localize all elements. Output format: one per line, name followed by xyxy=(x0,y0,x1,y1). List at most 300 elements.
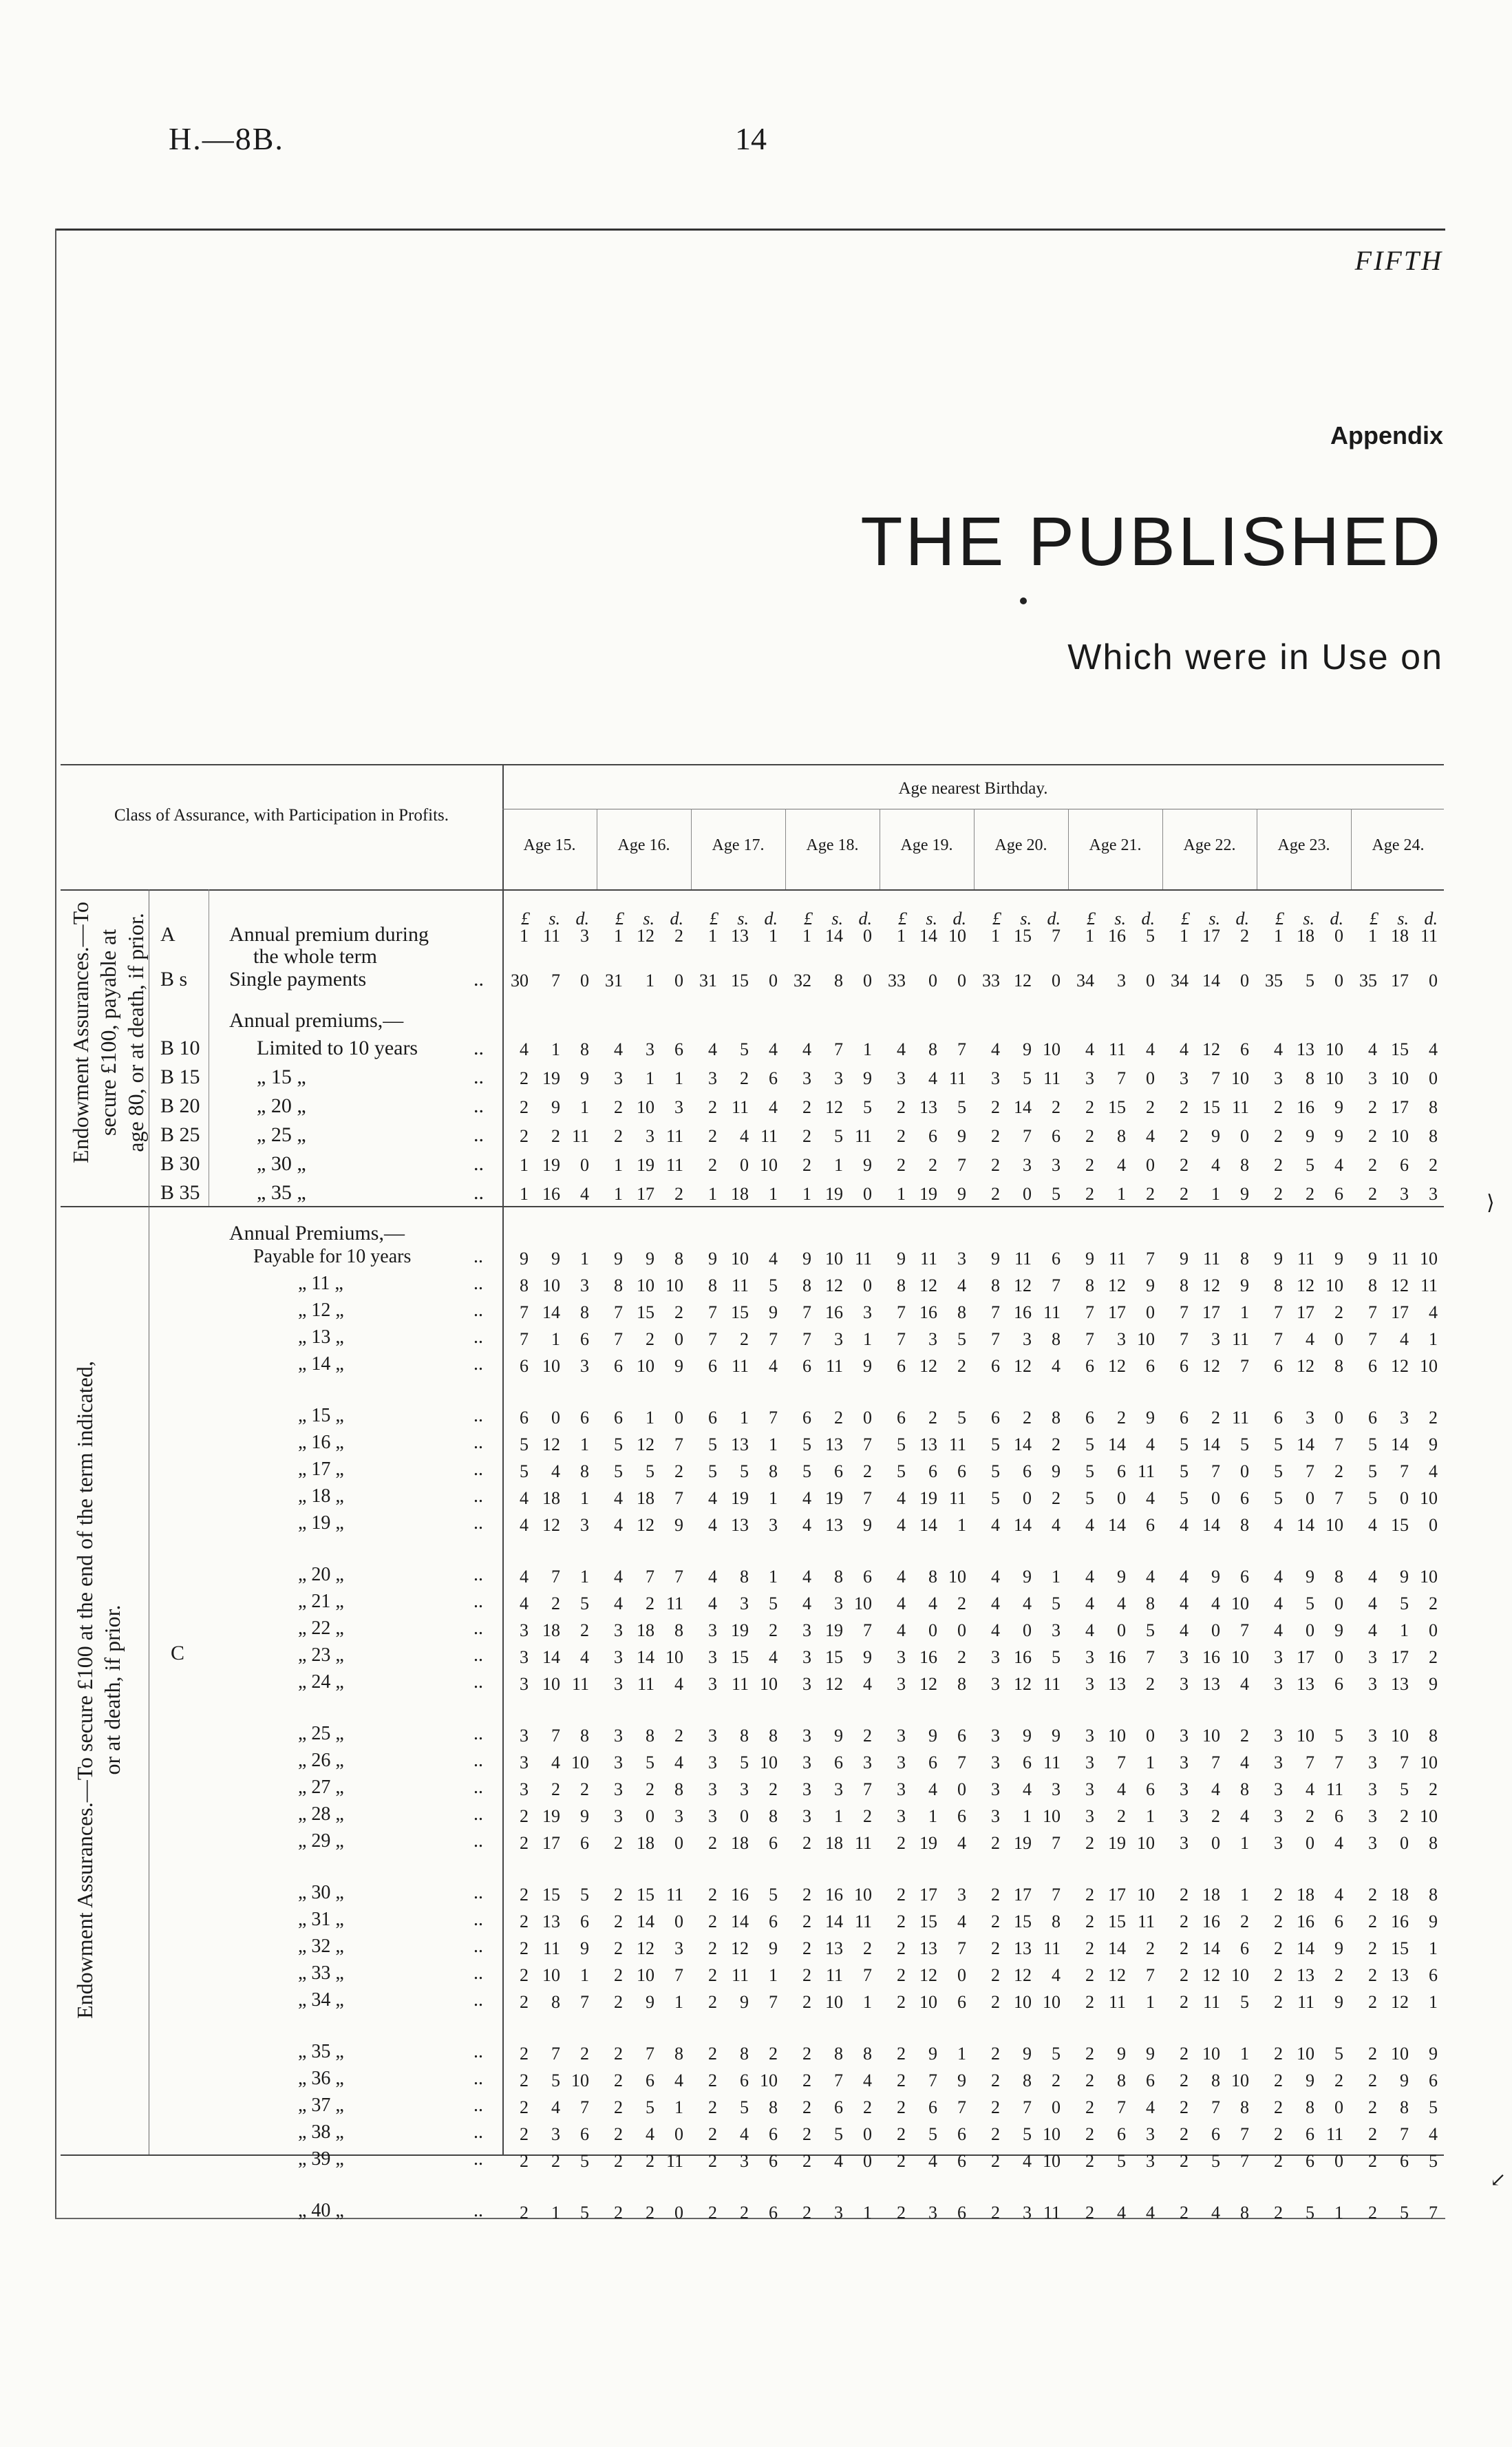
rate-shillings: 9 xyxy=(1400,1567,1409,1587)
rate-pence: 10 xyxy=(1420,1806,1438,1826)
rate-shillings: 6 xyxy=(1306,2124,1314,2144)
rate-pence: 7 xyxy=(863,1488,872,1508)
rate-cell xyxy=(507,1356,593,1377)
document-reference: H.—8B. xyxy=(169,121,284,156)
rate-shillings: 1 xyxy=(834,1155,843,1175)
rate-pence: 8 xyxy=(957,1302,966,1322)
rate-shillings: 10 xyxy=(731,1249,749,1269)
rate-pounds: 33 xyxy=(888,971,906,991)
rate-pence: 0 xyxy=(1429,971,1438,991)
rate-pence: 3 xyxy=(957,1249,966,1269)
rate-shillings: 9 xyxy=(1211,1567,1220,1587)
rate-pounds: 2 xyxy=(520,1992,529,2012)
rate-pounds: 4 xyxy=(520,1567,529,1587)
rate-cell xyxy=(1167,1155,1253,1176)
rate-pence: 8 xyxy=(1429,1126,1438,1146)
rate-cell xyxy=(507,1567,593,1587)
rate-cell xyxy=(789,1126,876,1147)
rate-pence: 0 xyxy=(957,971,966,991)
rate-cell xyxy=(1355,1097,1442,1118)
rate-cell xyxy=(1167,1329,1253,1350)
rate-pounds: 2 xyxy=(1180,2070,1189,2090)
rate-cell xyxy=(1261,1488,1348,1509)
rate-cell xyxy=(507,2070,593,2091)
rate-pence: 5 xyxy=(1052,1593,1061,1613)
rate-shillings: 6 xyxy=(834,2097,843,2117)
rate-pounds: 2 xyxy=(520,1068,529,1088)
rate-pounds: 2 xyxy=(1274,1911,1283,1931)
rate-pounds: 2 xyxy=(520,2124,529,2144)
rate-shillings: 12 xyxy=(1014,1356,1032,1376)
rate-pence: 5 xyxy=(1240,1992,1249,2012)
leader-dots: .. xyxy=(473,1830,483,1852)
rate-shillings: 12 xyxy=(1014,1674,1032,1694)
section1-side-label-line2: secure £100, payable at xyxy=(96,929,120,1136)
rate-pence: 0 xyxy=(1429,1068,1438,1088)
rate-pence: 2 xyxy=(1146,1938,1155,1958)
rate-shillings: 9 xyxy=(1306,1567,1314,1587)
rate-shillings: 3 xyxy=(928,1329,937,1349)
leader-dots: .. xyxy=(473,1777,483,1798)
rate-shillings: 14 xyxy=(1014,1097,1032,1117)
rate-pence: 2 xyxy=(1052,2070,1061,2090)
rate-shillings: 9 xyxy=(646,1992,654,2012)
rate-pence: 11 xyxy=(1325,2124,1343,2144)
rate-pence: 2 xyxy=(1334,1461,1343,1481)
rate-pounds: 2 xyxy=(614,2151,623,2171)
rate-cell xyxy=(884,1126,970,1147)
rate-pounds: 2 xyxy=(1180,1992,1189,2012)
rate-pounds: 7 xyxy=(614,1329,623,1349)
rate-pounds: 4 xyxy=(614,1515,623,1535)
row-label-continuation: the whole term xyxy=(253,945,377,968)
rate-pounds: 3 xyxy=(1085,1674,1094,1694)
rate-shillings: 12 xyxy=(637,1515,654,1535)
rate-shillings: 2 xyxy=(551,1126,560,1146)
age-column-header: Age 23. xyxy=(1277,836,1330,854)
rate-cell xyxy=(789,2070,876,2091)
rate-pence: 1 xyxy=(769,926,778,946)
rate-cell xyxy=(601,1593,688,1614)
rate-cell xyxy=(507,1726,593,1746)
rate-pounds: 2 xyxy=(991,1911,1000,1931)
rate-cell xyxy=(1167,2070,1253,2091)
margin-mark: ⟩ xyxy=(1487,1191,1495,1214)
rate-pence: 1 xyxy=(769,1184,778,1204)
rate-pounds: 2 xyxy=(802,1126,811,1146)
rate-pounds: 5 xyxy=(897,1461,906,1481)
rate-cell xyxy=(695,1806,782,1827)
rate-cell xyxy=(507,2151,593,2172)
rate-pounds: 8 xyxy=(802,1275,811,1295)
leader-dots: .. xyxy=(473,2148,483,2170)
rate-pence: 4 xyxy=(1429,1302,1438,1322)
rate-pence: 11 xyxy=(1043,1302,1061,1322)
rate-cell xyxy=(1072,1068,1159,1089)
rate-pence: 4 xyxy=(1146,1039,1155,1059)
rate-pence: 5 xyxy=(769,1593,778,1613)
rate-cell xyxy=(1261,1965,1348,1986)
rate-pounds: 6 xyxy=(802,1356,811,1376)
rate-pence: 9 xyxy=(769,1302,778,1322)
rate-shillings: 10 xyxy=(637,1965,654,1985)
rate-pence: 0 xyxy=(863,926,872,946)
rate-pounds: 2 xyxy=(802,2097,811,2117)
rate-pounds: 3 xyxy=(1085,1068,1094,1088)
rate-pounds: 2 xyxy=(1368,2070,1377,2090)
rate-shillings: 4 xyxy=(1023,2151,1032,2171)
class-column-rule xyxy=(502,764,504,2154)
rate-cell xyxy=(695,1885,782,1905)
rate-pounds: 6 xyxy=(1180,1408,1189,1428)
rate-pounds: 2 xyxy=(1368,2151,1377,2171)
rate-shillings: 5 xyxy=(1023,2124,1032,2144)
rate-pence: 7 xyxy=(1146,1965,1155,1985)
rate-cell xyxy=(1261,1068,1348,1089)
rate-shillings: 13 xyxy=(731,1515,749,1535)
rate-shillings: 0 xyxy=(1023,1620,1032,1640)
rate-shillings: 12 xyxy=(1202,1275,1220,1295)
section2-side-label-line1: Endowment Assurances.—To secure £100 at the end of the term indicated, xyxy=(72,1361,97,2019)
rate-pounds: 9 xyxy=(802,1249,811,1269)
rate-cell xyxy=(789,926,876,946)
rate-pence: 6 xyxy=(769,2151,778,2171)
rate-shillings: 2 xyxy=(740,1068,749,1088)
rate-cell xyxy=(884,2070,970,2091)
rate-cell xyxy=(601,1911,688,1932)
rate-shillings: 6 xyxy=(928,1752,937,1772)
rate-shillings: 14 xyxy=(637,1911,654,1931)
row-code: B s xyxy=(160,968,188,991)
rate-pence: 6 xyxy=(580,1329,589,1349)
rate-cell xyxy=(601,1039,688,1060)
rate-pence: 2 xyxy=(957,1593,966,1613)
rate-shillings: 4 xyxy=(928,1068,937,1088)
rate-pence: 0 xyxy=(957,1965,966,1985)
rate-cell xyxy=(1355,1779,1442,1800)
rate-cell xyxy=(978,1039,1065,1060)
rate-cell xyxy=(1167,1647,1253,1668)
rate-shillings: 3 xyxy=(1117,971,1126,991)
rate-shillings: 6 xyxy=(1023,1752,1032,1772)
leader-dots: .. xyxy=(473,1181,484,1204)
rate-cell xyxy=(1167,1097,1253,1118)
rate-shillings: 12 xyxy=(919,1674,937,1694)
rate-shillings: 14 xyxy=(919,1515,937,1535)
rate-pence: 4 xyxy=(1334,1155,1343,1175)
rate-pounds: 2 xyxy=(802,2070,811,2090)
rate-cell xyxy=(884,1726,970,1746)
unit-d: d. xyxy=(858,909,872,929)
rate-pence: 2 xyxy=(1240,1726,1249,1746)
rate-pence: 3 xyxy=(1052,1620,1061,1640)
rate-cell xyxy=(1167,1567,1253,1587)
age-column-header: Age 20. xyxy=(994,836,1047,854)
rate-pence: 0 xyxy=(674,1329,683,1349)
row-label: „ 37 „ xyxy=(298,2095,344,2116)
rate-pence: 7 xyxy=(1334,1752,1343,1772)
rate-pence: 9 xyxy=(674,1515,683,1535)
rate-cell xyxy=(1355,1275,1442,1296)
rate-cell xyxy=(601,2124,688,2145)
rate-pounds: 2 xyxy=(802,1965,811,1985)
rate-shillings: 15 xyxy=(1108,1911,1126,1931)
rate-pounds: 4 xyxy=(1180,1567,1189,1587)
rate-shillings: 6 xyxy=(1211,2124,1220,2144)
rate-pence: 7 xyxy=(957,1938,966,1958)
rate-shillings: 10 xyxy=(825,1249,843,1269)
rate-cell xyxy=(1355,1885,1442,1905)
rate-shillings: 10 xyxy=(637,1097,654,1117)
rate-pence: 11 xyxy=(948,1434,966,1454)
leader-dots: .. xyxy=(473,1962,483,1984)
rate-pence: 10 xyxy=(1137,1833,1155,1853)
rate-pounds: 4 xyxy=(897,1593,906,1613)
rate-pounds: 4 xyxy=(1085,1620,1094,1640)
rate-pence: 8 xyxy=(1334,1567,1343,1587)
row-label: „ 21 „ xyxy=(298,1591,344,1612)
rate-cell xyxy=(978,1674,1065,1695)
rate-pounds: 4 xyxy=(1274,1593,1283,1613)
rate-pounds: 4 xyxy=(520,1515,529,1535)
row-label: „ 39 „ xyxy=(298,2148,344,2170)
rate-shillings: 11 xyxy=(1108,1039,1126,1059)
rate-pounds: 1 xyxy=(520,926,529,946)
rate-shillings: 10 xyxy=(1391,1126,1409,1146)
rate-pounds: 2 xyxy=(520,1965,529,1985)
rate-cell xyxy=(695,2044,782,2064)
rate-cell xyxy=(978,1068,1065,1089)
subtitle: Which were in Use on xyxy=(1067,637,1443,677)
rate-shillings: 10 xyxy=(542,1356,560,1376)
rate-shillings: 12 xyxy=(731,1938,749,1958)
rate-shillings: 5 xyxy=(1023,1068,1032,1088)
rate-pounds: 9 xyxy=(1368,1249,1377,1269)
rate-pounds: 2 xyxy=(897,2097,906,2117)
rate-shillings: 14 xyxy=(1297,1434,1314,1454)
rate-shillings: 16 xyxy=(731,1885,749,1905)
rate-pence: 4 xyxy=(580,1647,589,1667)
rate-shillings: 9 xyxy=(1117,1567,1126,1587)
rate-pence: 2 xyxy=(1429,1647,1438,1667)
rate-shillings: 4 xyxy=(1117,1593,1126,1613)
rate-cell xyxy=(978,1620,1065,1641)
rate-pence: 6 xyxy=(1052,1249,1061,1269)
rate-pounds: 5 xyxy=(1274,1461,1283,1481)
rate-pounds: 2 xyxy=(991,1885,1000,1905)
rate-pounds: 4 xyxy=(1274,1515,1283,1535)
rate-pence: 2 xyxy=(957,1647,966,1667)
rate-pence: 7 xyxy=(1146,1647,1155,1667)
rate-shillings: 11 xyxy=(542,1938,560,1958)
rate-pence: 2 xyxy=(1146,1097,1155,1117)
row-label: „ 35 „ xyxy=(257,1181,306,1204)
rate-shillings: 6 xyxy=(834,1461,843,1481)
rate-pence: 11 xyxy=(1043,1068,1061,1088)
rate-pounds: 2 xyxy=(708,2124,717,2144)
rate-cell xyxy=(789,1885,876,1905)
rate-shillings: 0 xyxy=(1117,1488,1126,1508)
rate-shillings: 4 xyxy=(1117,1779,1126,1799)
rate-pounds: 2 xyxy=(991,1833,1000,1853)
rate-shillings: 12 xyxy=(637,1434,654,1454)
rate-shillings: 7 xyxy=(646,2044,654,2064)
rate-cell xyxy=(695,1593,782,1614)
rate-cell xyxy=(1072,1593,1159,1614)
rate-shillings: 16 xyxy=(1391,1911,1409,1931)
rate-shillings: 17 xyxy=(1202,1302,1220,1322)
rate-shillings: 5 xyxy=(740,2097,749,2117)
rate-pence: 1 xyxy=(580,1488,589,1508)
rate-pounds: 3 xyxy=(1180,1833,1189,1853)
rate-pence: 10 xyxy=(760,1155,778,1175)
rate-cell xyxy=(789,1620,876,1641)
rate-cell xyxy=(884,1674,970,1695)
rate-pounds: 2 xyxy=(520,1885,529,1905)
rate-pence: 4 xyxy=(957,1275,966,1295)
rate-pounds: 7 xyxy=(897,1302,906,1322)
rate-pence: 7 xyxy=(674,1567,683,1587)
rate-pence: 4 xyxy=(674,1752,683,1772)
rate-pounds: 6 xyxy=(614,1408,623,1428)
rate-cell xyxy=(1072,1647,1159,1668)
rate-pounds: 3 xyxy=(1180,1647,1189,1667)
unit-s: s. xyxy=(1020,909,1032,929)
rate-cell xyxy=(789,1992,876,2013)
rate-shillings: 12 xyxy=(919,1275,937,1295)
rate-pounds: 3 xyxy=(1274,1779,1283,1799)
rate-pence: 9 xyxy=(1334,1249,1343,1269)
rate-shillings: 7 xyxy=(646,1567,654,1587)
rate-pence: 7 xyxy=(1240,1620,1249,1640)
rate-cell xyxy=(884,1567,970,1587)
row-label: „ 40 „ xyxy=(298,2200,344,2221)
rate-pence: 11 xyxy=(666,1885,683,1905)
rate-shillings: 2 xyxy=(646,1779,654,1799)
rate-shillings: 13 xyxy=(1391,1674,1409,1694)
rate-pounds: 4 xyxy=(1368,1039,1377,1059)
rate-cell xyxy=(695,1155,782,1176)
rate-cell xyxy=(789,1408,876,1428)
rate-cell xyxy=(978,1097,1065,1118)
rate-cell xyxy=(1072,1488,1159,1509)
rate-cell xyxy=(884,2097,970,2118)
rate-cell xyxy=(789,1674,876,1695)
rate-shillings: 3 xyxy=(834,1779,843,1799)
rate-pounds: 6 xyxy=(1274,1408,1283,1428)
row-label: „ 18 „ xyxy=(298,1485,344,1507)
rate-shillings: 8 xyxy=(1023,2070,1032,2090)
rate-cell xyxy=(978,2044,1065,2064)
rate-shillings: 4 xyxy=(1211,1779,1220,1799)
rate-shillings: 4 xyxy=(1211,1155,1220,1175)
unit-d: d. xyxy=(1047,909,1061,929)
rate-shillings: 8 xyxy=(740,1567,749,1587)
rate-pounds: 2 xyxy=(1085,1885,1094,1905)
rate-pounds: 2 xyxy=(802,1155,811,1175)
rate-shillings: 3 xyxy=(1023,2203,1032,2223)
rate-cell xyxy=(1167,1911,1253,1932)
row-label: „ 15 „ xyxy=(298,1405,344,1426)
rate-cell xyxy=(601,1155,688,1176)
rate-cell xyxy=(507,1593,593,1614)
rate-pence: 9 xyxy=(580,1806,589,1826)
age-column-rule xyxy=(974,809,975,889)
rate-pounds: 5 xyxy=(1180,1461,1189,1481)
rate-shillings: 8 xyxy=(834,2044,843,2064)
rate-pounds: 3 xyxy=(802,1647,811,1667)
rate-shillings: 10 xyxy=(542,1674,560,1694)
rate-pounds: 2 xyxy=(802,1911,811,1931)
rate-pounds: 1 xyxy=(802,1184,811,1204)
rate-pence: 3 xyxy=(863,1302,872,1322)
rate-pounds: 2 xyxy=(614,1965,623,1985)
rate-cell xyxy=(1355,1833,1442,1854)
rate-shillings: 9 xyxy=(551,1097,560,1117)
rate-cell xyxy=(1355,1992,1442,2013)
rate-pounds: 2 xyxy=(520,2044,529,2064)
rate-cell xyxy=(601,1992,688,2013)
row-label: Annual premiums,— xyxy=(229,1009,404,1032)
rate-pence: 1 xyxy=(1240,1833,1249,1853)
rate-pence: 0 xyxy=(674,1833,683,1853)
rate-pounds: 2 xyxy=(1274,2124,1283,2144)
row-label: „ 30 „ xyxy=(257,1152,306,1175)
rate-pence: 11 xyxy=(1043,2203,1061,2223)
rate-cell xyxy=(507,1938,593,1959)
rate-cell xyxy=(1167,2203,1253,2223)
rate-cell xyxy=(507,2044,593,2064)
age-column-rule xyxy=(1351,809,1352,889)
rate-shillings: 4 xyxy=(928,1593,937,1613)
rate-pounds: 3 xyxy=(1180,1752,1189,1772)
rate-shillings: 14 xyxy=(1391,1434,1409,1454)
rate-shillings: 11 xyxy=(1202,1249,1220,1269)
rate-shillings: 14 xyxy=(1202,1434,1220,1454)
rate-pounds: 2 xyxy=(1180,1911,1189,1931)
rate-pounds: 4 xyxy=(614,1593,623,1613)
rate-shillings: 7 xyxy=(1400,1752,1409,1772)
rate-pounds: 3 xyxy=(1180,1806,1189,1826)
frame-top-rule xyxy=(55,229,1445,231)
rate-cell xyxy=(1072,2203,1159,2223)
rate-pounds: 2 xyxy=(991,1965,1000,1985)
rate-pence: 0 xyxy=(957,1620,966,1640)
rate-pounds: 5 xyxy=(520,1434,529,1454)
rate-shillings: 12 xyxy=(825,1674,843,1694)
rate-cell xyxy=(507,1126,593,1147)
rate-pence: 5 xyxy=(580,2203,589,2223)
rate-pence: 7 xyxy=(1429,2203,1438,2223)
leader-dots: .. xyxy=(473,1326,483,1348)
rate-pounds: 35 xyxy=(1265,971,1283,991)
rate-cell xyxy=(1072,1126,1159,1147)
rate-cell xyxy=(1355,2124,1442,2145)
rate-cell xyxy=(884,1184,970,1205)
rate-shillings: 6 xyxy=(1306,2151,1314,2171)
rate-shillings: 4 xyxy=(551,1752,560,1772)
rate-pence: 4 xyxy=(1146,2203,1155,2223)
rate-shillings: 1 xyxy=(646,971,654,991)
rate-cell xyxy=(1355,1647,1442,1668)
rate-pounds: 4 xyxy=(1180,1620,1189,1640)
frame-left-rule xyxy=(55,229,56,2218)
rate-pounds: 2 xyxy=(1085,2097,1094,2117)
rate-pounds: 4 xyxy=(802,1593,811,1613)
rate-shillings: 18 xyxy=(1202,1885,1220,1905)
rate-cell xyxy=(1072,1356,1159,1377)
rate-pence: 9 xyxy=(1146,1275,1155,1295)
